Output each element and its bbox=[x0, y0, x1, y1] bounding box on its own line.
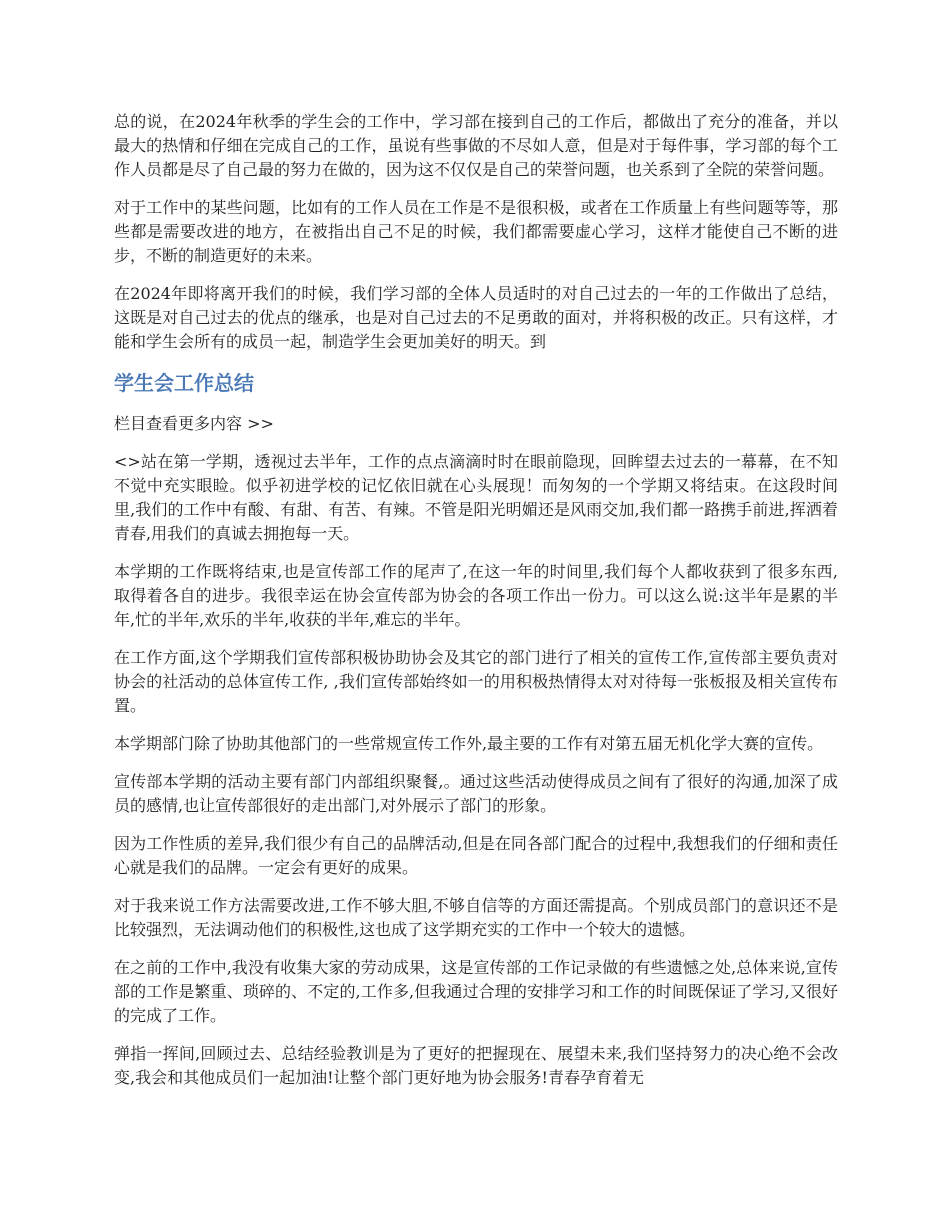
document-content bbox=[114, 110, 838, 1104]
body-paragraph-4: 本学期部门除了协助其他部门的一些常规宣传工作外,最主要的工作有对第五届无机化学大赛的宣传。 bbox=[114, 734, 824, 753]
intro-paragraph-1: 总的说，在2024年秋季的学生会的工作中，学习部在接到自己的工作后，都做出了充分的准备，并以最大的热情和仔细在完成自己的工作，虽说有些事做的不尽如人意，但是对于每件事，学习部的每个工作人员都是尽了自己最的努力在做的，因为这不仅仅是自己的荣誉问题，也关系到了全院的荣誉问题。 bbox=[114, 112, 838, 179]
body-paragraph-1: <>站在第一学期，透视过去半年，工作的点点滴滴时时在眼前隐现，回眸望去过去的一幕幕，在不知不觉中充实眼睑。似乎初进学校的记忆依旧就在心头展现！而匆匆的一个学期又将结束。在这段时间里,我们的工作中有酸、有甜、有苦、有辣。不管是阳光明媚还是风雨交加,我们都一路携手前进,挥洒着青春,用我们的真诚去拥抱每一天。 bbox=[114, 452, 838, 543]
body-paragraph-7: 对于我来说工作方法需要改进,工作不够大胆,不够自信等的方面还需提高。个别成员部门的意识还不是比较强烈，无法调动他们的积极性,这也成了这学期充实的工作中一个较大的遗憾。 bbox=[114, 896, 838, 939]
body-paragraph-2: 本学期的工作既将结束,也是宣传部工作的尾声了,在这一年的时间里,我们每个人都收获到了很多东西,取得着各自的进步。我很幸运在协会宣传部为协会的各项工作出一份力。可以这么说:这半年是累的半年,忙的半年,欢乐的半年,收获的半年,难忘的半年。 bbox=[114, 562, 838, 629]
body-paragraph-8: 在之前的工作中,我没有收集大家的劳动成果，这是宣传部的工作记录做的有些遗憾之处,总体来说,宣传部的工作是繁重、琐碎的、不定的,工作多,但我通过合理的安排学习和工作的时间既保证了学习,又很好的完成了工作。 bbox=[114, 958, 838, 1025]
body-paragraph-5: 宣传部本学期的活动主要有部门内部组织聚餐,。通过这些活动使得成员之间有了很好的沟通,加深了成员的感情,也让宣传部很好的走出部门,对外展示了部门的形象。 bbox=[114, 772, 838, 815]
body-paragraph-9: 弹指一挥间,回顾过去、总结经验教训是为了更好的把握现在、展望未来,我们坚持努力的决心绝不会改变,我会和其他成员们一起加油!让整个部门更好地为协会服务!青春孕育着无 bbox=[114, 1044, 838, 1087]
intro-paragraph-3: 在2024年即将离开我们的时候，我们学习部的全体人员适时的对自己过去的一年的工作做出了总结，这既是对自己过去的优点的继承，也是对自己过去的不足勇敢的面对，并将积极的改正。只有这样，才能和学生会所有的成员一起，制造学生会更加美好的明天。到 bbox=[114, 284, 838, 351]
body-paragraph-3: 在工作方面,这个学期我们宣传部积极协助协会及其它的部门进行了相关的宣传工作,宣传部主要负责对协会的社活动的总体宣传工作, ,我们宣传部始终如一的用积极热情得太对对待每一张板报及相关宣传布置。 bbox=[114, 648, 838, 715]
section-title: 学生会工作总结 bbox=[114, 371, 254, 395]
intro-paragraph-2: 对于工作中的某些问题，比如有的工作人员在工作是不是很积极，或者在工作质量上有些问题等等，那些都是需要改进的地方，在被指出自己不足的时候，我们都需要虚心学习，这样才能使自己不断的进步，不断的制造更好的未来。 bbox=[114, 198, 838, 265]
more-content-link[interactable]: 栏目查看更多内容 >> bbox=[114, 414, 274, 433]
body-paragraph-6: 因为工作性质的差异,我们很少有自己的品牌活动,但是在同各部门配合的过程中,我想我们的仔细和责任心就是我们的品牌。一定会有更好的成果。 bbox=[114, 834, 838, 877]
